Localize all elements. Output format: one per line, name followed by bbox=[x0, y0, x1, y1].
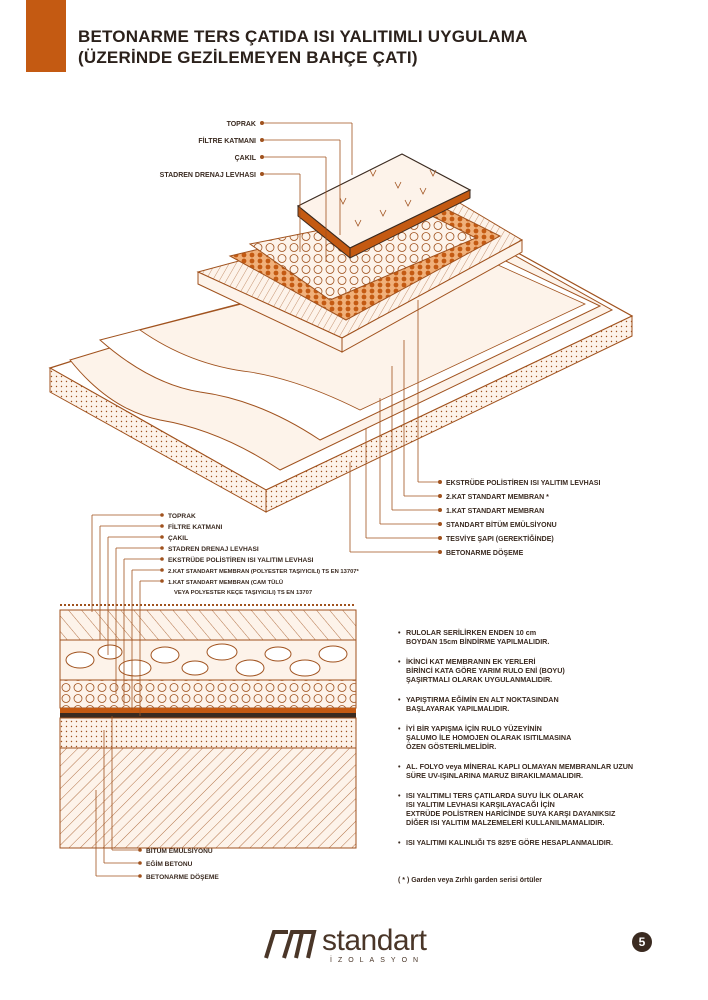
sec-label-membran-1b: VEYA POLYESTER KEÇE TAŞIYICILI) TS EN 13707 bbox=[174, 590, 313, 596]
logo-subtitle: İZOLASYON bbox=[330, 957, 425, 964]
sec-label-ekstrude: EKSTRÜDE POLİSTİREN ISI YALITIM LEVHASI bbox=[168, 557, 314, 564]
note-item bbox=[398, 657, 688, 684]
logo-mark-icon bbox=[264, 928, 320, 962]
note-line: ISI YALITIMI KALINLIĞI TS 825'E GÖRE HESAPLANMALIDIR. bbox=[406, 838, 613, 847]
bullet-icon: • bbox=[398, 791, 401, 800]
title-line-2: (ÜZERİNDE GEZİLEMEYEN BAHÇE ÇATI) bbox=[78, 48, 418, 67]
note-line: YAPIŞTIRMA EĞİMİN EN ALT NOKTASINDAN bbox=[406, 695, 559, 704]
brand-logo bbox=[264, 924, 464, 968]
note-line: DİĞER ISI YALITIM MALZEMELERİ KULLANILMAMALIDIR. bbox=[406, 818, 605, 827]
sec-label-filtre: FİLTRE KATMANI bbox=[168, 524, 223, 531]
bullet-icon: • bbox=[398, 762, 401, 771]
iso-label-membran-2: 2.KAT STANDART MEMBRAN * bbox=[446, 494, 549, 501]
note-line: AL. FOLYO veya MİNERAL KAPLI OLMAYAN MEMBRANLAR UZUN bbox=[406, 762, 634, 771]
iso-label-betonarme: BETONARME DÖŞEME bbox=[446, 550, 524, 557]
sec-label-toprak: TOPRAK bbox=[168, 513, 196, 520]
note-item bbox=[398, 724, 688, 751]
iso-label-stadren: STADREN DRENAJ LEVHASI bbox=[159, 172, 256, 179]
logo-word: standart bbox=[322, 924, 427, 957]
iso-label-filtre: FİLTRE KATMANI bbox=[198, 138, 256, 145]
sec-label-bitum: BİTÜM EMÜLSİYONU bbox=[146, 848, 213, 855]
notes-list bbox=[398, 628, 688, 858]
iso-label-cakil: ÇAKIL bbox=[234, 155, 256, 162]
note-line: İYİ BİR YAPIŞMA İÇİN RULO YÜZEYİNİN bbox=[406, 724, 542, 733]
iso-label-ekstrude: EKSTRÜDE POLİSTİREN ISI YALITIM LEVHASI bbox=[446, 480, 601, 487]
note-line: BAŞLAYARAK YAPILMALIDIR. bbox=[406, 704, 510, 713]
iso-label-membran-1: 1.KAT STANDART MEMBRAN bbox=[446, 508, 545, 515]
note-line: RULOLAR SERİLİRKEN ENDEN 10 cm bbox=[406, 628, 537, 637]
note-item bbox=[398, 695, 688, 713]
note-line: ISI YALITIM LEVHASI KARŞILAYACAĞI İÇİN bbox=[406, 800, 555, 809]
iso-label-toprak: TOPRAK bbox=[226, 121, 256, 128]
note-line: SÜRE UV-IŞINLARINA MARUZ BIRAKILMAMALIDIR. bbox=[406, 771, 584, 780]
sec-label-stadren: STADREN DRENAJ LEVHASI bbox=[168, 546, 259, 553]
sec-label-membran-1a: 1.KAT STANDART MEMBRAN (CAM TÜLÜ bbox=[168, 580, 284, 586]
sec-label-membran-2: 2.KAT STANDART MEMBRAN (POLYESTER TAŞIYICILI) TS EN 13707* bbox=[168, 569, 359, 575]
bullet-icon: • bbox=[398, 657, 401, 666]
bullet-icon: • bbox=[398, 838, 401, 847]
note-line: ÖZEN GÖSTERİLMELİDİR. bbox=[406, 742, 497, 751]
note-item bbox=[398, 791, 688, 827]
cross-section bbox=[60, 513, 360, 881]
note-line: BİRİNCİ KATA GÖRE YARIM RULO ENİ (BOYU) bbox=[406, 666, 565, 675]
bullet-icon: • bbox=[398, 628, 401, 637]
sec-label-betonarme: BETONARME DÖŞEME bbox=[146, 874, 219, 881]
title-line-1: BETONARME TERS ÇATIDA ISI YALITIMLI UYGULAMA bbox=[78, 27, 528, 46]
note-item bbox=[398, 762, 688, 780]
footnote: ( * ) Garden veya Zırhlı garden serisi örtüler bbox=[398, 877, 542, 884]
bullet-icon: • bbox=[398, 695, 401, 704]
sec-label-cakil: ÇAKIL bbox=[168, 535, 189, 542]
sec-label-egim: EĞİM BETONU bbox=[146, 861, 193, 868]
iso-label-tesviye: TESVİYE ŞAPI (GEREKTİĞİNDE) bbox=[446, 536, 554, 543]
page-number: 5 bbox=[632, 932, 652, 952]
note-line: ŞAŞIRTMALI OLARAK UYGULANMALIDIR. bbox=[406, 675, 553, 684]
note-item bbox=[398, 838, 688, 847]
isometric-roof bbox=[50, 121, 632, 557]
note-line: EXTRÜDE POLİSTREN HARİCİNDE SUYA KARŞI DAYANIKSIZ bbox=[406, 809, 616, 818]
note-line: ŞALUMO İLE HOMOJEN OLARAK ISITILMASINA bbox=[406, 733, 572, 742]
note-line: ISI YALITIMLI TERS ÇATILARDA SUYU İLK OLARAK bbox=[406, 791, 584, 800]
bullet-icon: • bbox=[398, 724, 401, 733]
note-line: BOYDAN 15cm BİNDİRME YAPILMALIDIR. bbox=[406, 637, 550, 646]
note-item bbox=[398, 628, 688, 646]
iso-label-bitum: STANDART BİTÜM EMÜLSİYONU bbox=[446, 522, 557, 529]
note-line: İKİNCİ KAT MEMBRANIN EK YERLERİ bbox=[406, 657, 536, 666]
